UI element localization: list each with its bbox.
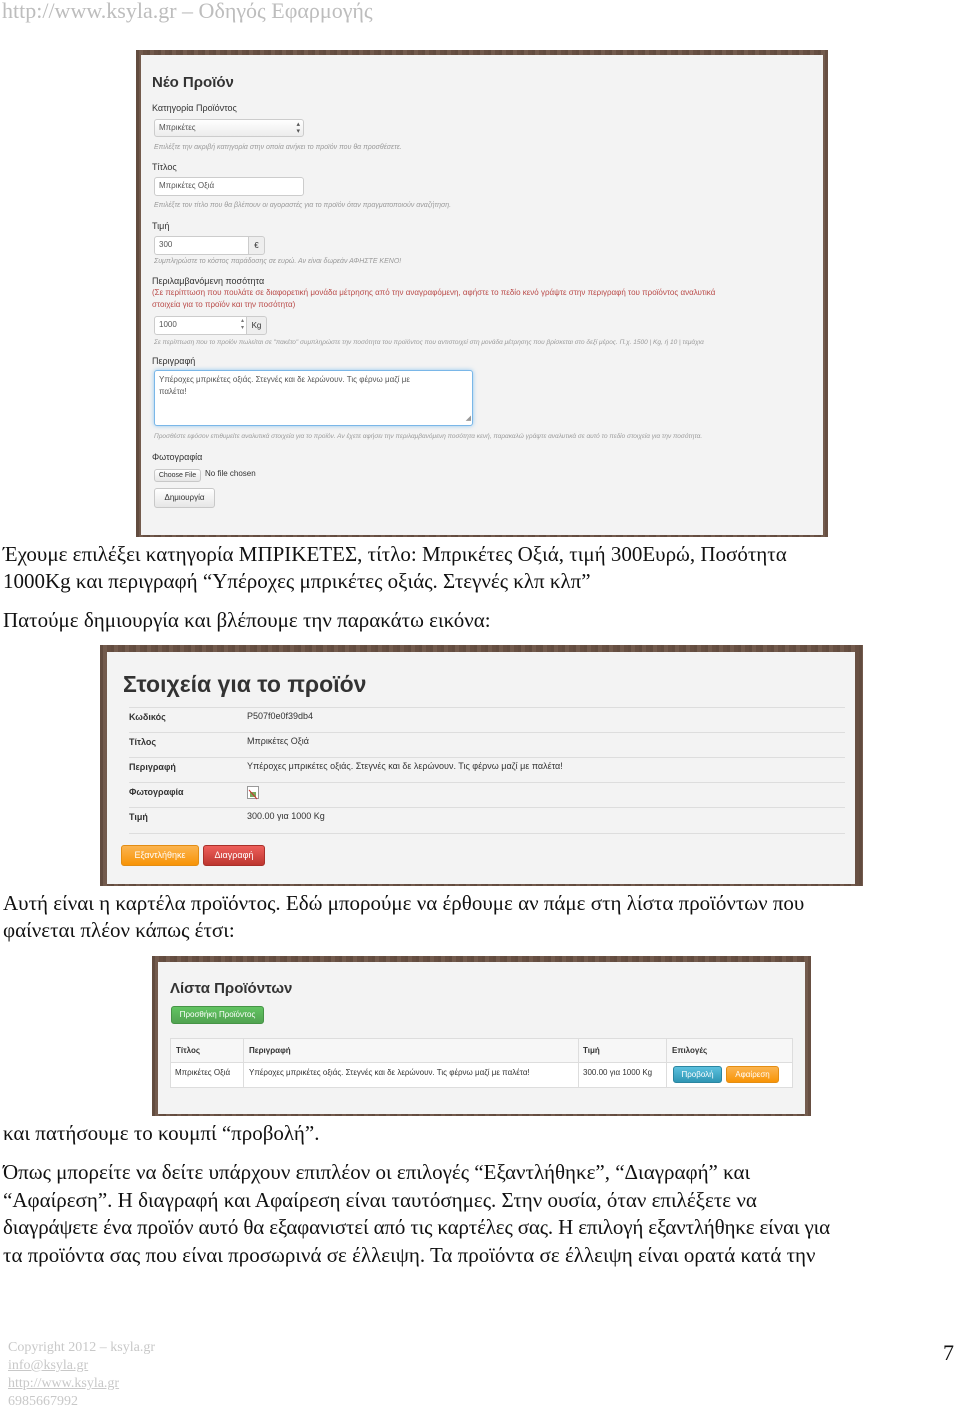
price-hint: Συμπληρώστε το κόστος παράδοσης σε ευρώ. Αν είναι δωρεάν ΑΦΗΣΤΕ ΚΕΝΟ! [154,258,402,265]
quantity-label: Περιλαμβανόμενη ποσότητα [152,276,265,286]
form-title: Νέο Προϊόν [152,74,234,91]
paragraph-1-line-2: 1000Kg και περιγραφή “Υπέροχες μπρικέτες οξιάς. Στεγνές κλπ κλπ” [3,569,591,593]
paragraph-5-line-2: “Αφαίρεση”. Η διαγραφή και Αφαίρεση είναι ταυτόσημες. Στην ουσία, όταν επιλέξετε να [3,1188,757,1212]
product-list-panel [158,962,805,1114]
description-hint: Προσθέστε εφόσον επιθυμείτε αναλυτικά στοιχεία για το προϊόν. Αν έχετε αφήσει την περιλαμβανόμενη ποσότητα κενή, παρακαλώ γράψτε αναλυτικά σε αυτό το πεδίο στοιχεία για την ποσότητα. [154,433,703,440]
spinner-arrows-icon: ▴ ▾ [240,318,244,331]
delete-button[interactable]: Διαγραφή [203,845,265,866]
row-description: Υπέροχες μπρικέτες οξιάς. Στεγνές και δε λερώνουν. Τις φέρνω μαζί με παλέτα! [249,1068,530,1077]
column-header-options: Επιλογές [672,1046,708,1055]
footer-email-link[interactable]: info@ksyla.gr [8,1358,89,1373]
details-row-code [129,707,845,733]
page-number: 7 [943,1340,954,1365]
details-title: Στοιχεία για το προϊόν [123,671,367,697]
create-button[interactable]: Δημιουργία [154,488,215,508]
paragraph-5-line-1: Όπως μπορείτε να δείτε υπάρχουν επιπλέον οι επιλογές “Εξαντλήθηκε”, “Διαγραφή” και [3,1160,751,1184]
footer-website-link[interactable]: http://www.ksyla.gr [8,1376,120,1391]
description-text-line1: Υπέροχες μπρικέτες οξιάς. Στεγνές και δε λερώνουν. Τις φέρνω μαζί με [159,375,410,384]
select-arrows-icon: ▴ ▾ [296,121,300,135]
quantity-unit-addon: Kg [246,316,267,335]
column-header-description: Περιγραφή [249,1046,291,1055]
quantity-hint: Σε περίπτωση που το προϊόν πωλείται σε "πακέτο" συμπληρώστε την ποσότητα του προϊόντος που αντιστοιχεί στη μονάδα μέτρησης που βρίσκεται στο δεξί μέρος. Π.χ. 1500 | Kg, ή 10 | τεμάχια [154,339,704,346]
details-row-title [129,732,845,758]
title-input[interactable]: Μπρικέτες Οξιά [154,177,304,196]
description-text-line2: παλέτα! [159,387,187,396]
list-table [170,1038,793,1088]
details-price-label: Τιμή [129,812,148,822]
details-description-value: Υπέροχες μπρικέτες οξιάς. Στεγνές και δε λερώνουν. Τις φέρνω μαζί με παλέτα! [247,761,563,771]
resize-handle-icon: ◢ [465,415,471,422]
column-header-title: Τίτλος [176,1046,201,1055]
product-details-screenshot [100,645,863,886]
paragraph-2: Πατούμε δημιουργία και βλέπουμε την παρακάτω εικόνα: [3,608,491,632]
paragraph-3-line-2: φαίνεται πλέον κάπως έτσι: [3,918,235,942]
paragraph-5-line-3: διαγράψετε ένα προϊόν αυτό θα εξαφανιστεί από τις καρτέλες σας. Η επιλογή εξαντλήθηκε είναι για [3,1215,830,1239]
price-currency-addon: € [248,236,265,255]
sold-out-button[interactable]: Εξαντλήθηκε [121,845,199,866]
paragraph-4: και πατήσουμε το κουμπί “προβολή”. [3,1121,320,1145]
quantity-input[interactable] [154,316,247,335]
list-title: Λίστα Προϊόντων [170,980,293,997]
title-label: Τίτλος [152,162,177,172]
category-select-value: Μπρικέτες [159,123,196,132]
description-label: Περιγραφή [152,356,196,366]
details-title-label: Τίτλος [129,737,157,747]
details-title-value: Μπρικέτες Οξιά [247,736,309,746]
broken-image-icon [247,786,259,799]
details-price-value: 300.00 για 1000 Kg [247,811,325,821]
details-row-price [129,807,845,834]
view-button[interactable]: Προβολή [673,1066,722,1083]
price-input[interactable]: 300 [154,236,249,255]
details-code-label: Κωδικός [129,712,166,722]
add-product-button[interactable]: Προσθήκη Προϊόντος [171,1006,264,1024]
title-hint: Επιλέξτε τον τίτλο που θα βλέπουν οι αγοραστές για το προϊόν όταν πραγματοποιούν αναζήτηση. [154,202,452,209]
paragraph-3-line-1: Αυτή είναι η καρτέλα προϊόντος. Εδώ μπορούμε να έρθουμε αν πάμε στη λίστα προϊόντων που [3,891,805,915]
category-hint: Επιλέξτε την ακριβή κατηγορία στην οποία ανήκει το προϊόν που θα προσθέσετε. [154,144,402,151]
page-header: http://www.ksyla.gr – Οδηγός Εφαρμογής [2,0,373,23]
description-textarea[interactable] [154,370,473,426]
details-photo-label: Φωτογραφία [129,787,184,797]
row-price: 300.00 για 1000 Kg [583,1068,653,1077]
column-divider [666,1039,667,1087]
category-select[interactable] [154,119,304,137]
new-product-screenshot [136,50,828,537]
column-header-price: Τιμή [583,1046,600,1055]
new-product-form [141,55,823,535]
remove-button[interactable]: Αφαίρεση [726,1066,779,1083]
choose-file-button[interactable]: Choose File [154,469,201,482]
column-divider [243,1039,244,1087]
footer-copyright: Copyright 2012 – ksyla.gr [8,1340,155,1355]
row-title: Μπρικέτες Οξιά [175,1068,231,1077]
details-description-label: Περιγραφή [129,762,176,772]
no-file-chosen-text: No file chosen [205,469,256,478]
quantity-input-value: 1000 [159,320,177,329]
quantity-note-line2: στοιχεία για το προϊόν και την ποσότητα) [152,300,296,309]
details-row-photo [129,782,845,808]
footer-phone: 6985667992 [8,1394,78,1409]
quantity-note-line1: (Σε περίπτωση που πουλάτε σε διαφορετική μονάδα μέτρησης από την αναγραφόμενη, αφήστε το πεδίο κενό γράψτε στην περιγραφή του προϊόντος αναλυτικά [152,288,716,297]
photo-label: Φωτογραφία [152,452,203,462]
category-label: Κατηγορία Προϊόντος [152,103,237,113]
paragraph-1-line-1: Έχουμε επιλέξει κατηγορία ΜΠΡΙΚΕΤΕΣ, τίτλο: Μπρικέτες Οξιά, τιμή 300Ευρώ, Ποσότητα [3,542,787,566]
product-details-panel [107,652,855,884]
column-divider [578,1039,579,1087]
price-label: Τιμή [152,221,170,231]
paragraph-5-line-4: τα προϊόντα σας που είναι προσωρινά σε έλλειψη. Τα προϊόντα σε έλλειψη είναι ορατά κατά την [3,1243,816,1267]
details-code-value: P507f0e0f39db4 [247,711,314,721]
product-list-screenshot [152,956,811,1116]
